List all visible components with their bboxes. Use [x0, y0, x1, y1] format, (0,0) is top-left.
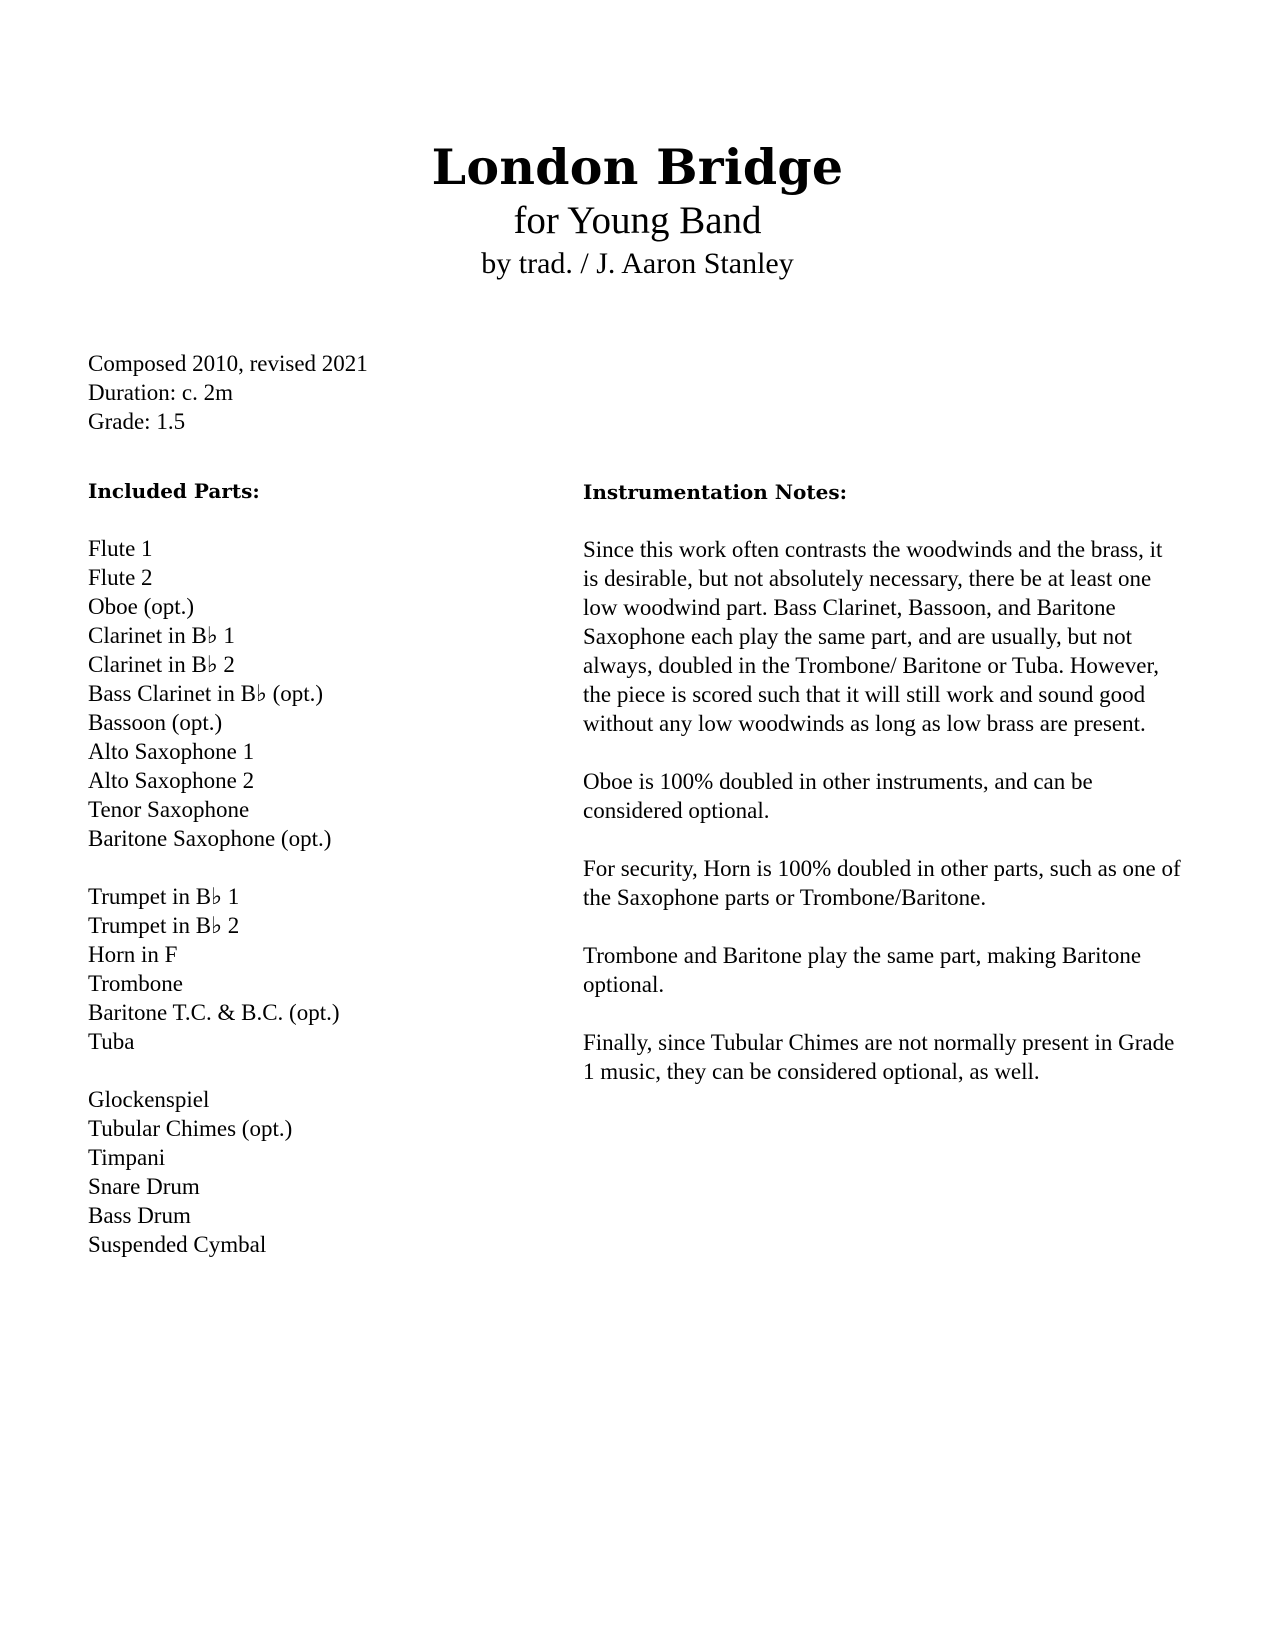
list-item: Baritone T.C. & B.C. (opt.): [88, 1000, 340, 1025]
list-item: Horn in F: [88, 942, 178, 967]
list-item: Clarinet in B♭ 1: [88, 623, 235, 648]
note-paragraph: Trombone and Baritone play the same part, making Baritone optional.: [583, 943, 1142, 997]
instrumentation-notes-heading: Instrumentation Notes:: [583, 480, 848, 504]
list-item: Snare Drum: [88, 1174, 200, 1199]
note-paragraph: Oboe is 100% doubled in other instruments, and can be considered optional.: [583, 769, 1093, 823]
list-item: Alto Saxophone 1: [88, 739, 255, 764]
list-item: Trumpet in B♭ 1: [88, 884, 240, 909]
list-item: Tuba: [88, 1029, 135, 1054]
composer-byline: by trad. / J. Aaron Stanley: [481, 247, 794, 280]
percussion-parts-list: [88, 1085, 548, 1259]
list-item: Timpani: [88, 1145, 166, 1170]
list-item: Tenor Saxophone: [88, 797, 250, 822]
list-item: Oboe (opt.): [88, 594, 195, 619]
list-item: Clarinet in B♭ 2: [88, 652, 235, 677]
brass-parts-list: [88, 882, 548, 1056]
title-block: [0, 136, 1275, 284]
page-subtitle: for Young Band: [513, 199, 762, 242]
list-item: Flute 2: [88, 565, 153, 590]
list-item: Tubular Chimes (opt.): [88, 1116, 293, 1141]
instrumentation-notes-section: [583, 478, 1183, 1115]
list-item: Bass Drum: [88, 1203, 191, 1228]
list-item: Suspended Cymbal: [88, 1232, 267, 1257]
note-paragraph: For security, Horn is 100% doubled in other parts, such as one of the Saxophone parts or Trombone/Baritone.: [583, 856, 1181, 910]
note-paragraph: Since this work often contrasts the woodwinds and the brass, it is desirable, but not absolutely necessary, there be at least one low woodwind part. Bass Clarinet, Bassoon, and Baritone Saxophone each play the same part, and are usually, but not always, doubled in the Trombone/ Baritone or Tuba. However, the piece is scored such that it will still work and sound good without any low woodwinds as long as low brass are present.: [583, 537, 1163, 736]
list-item: Bass Clarinet in B♭ (opt.): [88, 681, 324, 706]
included-parts-heading: Included Parts:: [88, 479, 260, 503]
woodwind-parts-list: [88, 534, 548, 853]
list-item: Alto Saxophone 2: [88, 768, 255, 793]
list-item: Flute 1: [88, 536, 153, 561]
included-parts-section: [88, 477, 548, 1288]
composition-info: [88, 349, 368, 436]
list-item: Trumpet in B♭ 2: [88, 913, 240, 938]
page-title: London Bridge: [431, 138, 844, 196]
grade: Grade: 1.5: [88, 409, 186, 434]
composed-date: Composed 2010, revised 2021: [88, 351, 368, 376]
note-paragraph: Finally, since Tubular Chimes are not normally present in Grade 1 music, they can be considered optional, as well.: [583, 1030, 1175, 1084]
list-item: Glockenspiel: [88, 1087, 210, 1112]
duration: Duration: c. 2m: [88, 380, 233, 405]
list-item: Baritone Saxophone (opt.): [88, 826, 332, 851]
list-item: Trombone: [88, 971, 183, 996]
list-item: Bassoon (opt.): [88, 710, 223, 735]
